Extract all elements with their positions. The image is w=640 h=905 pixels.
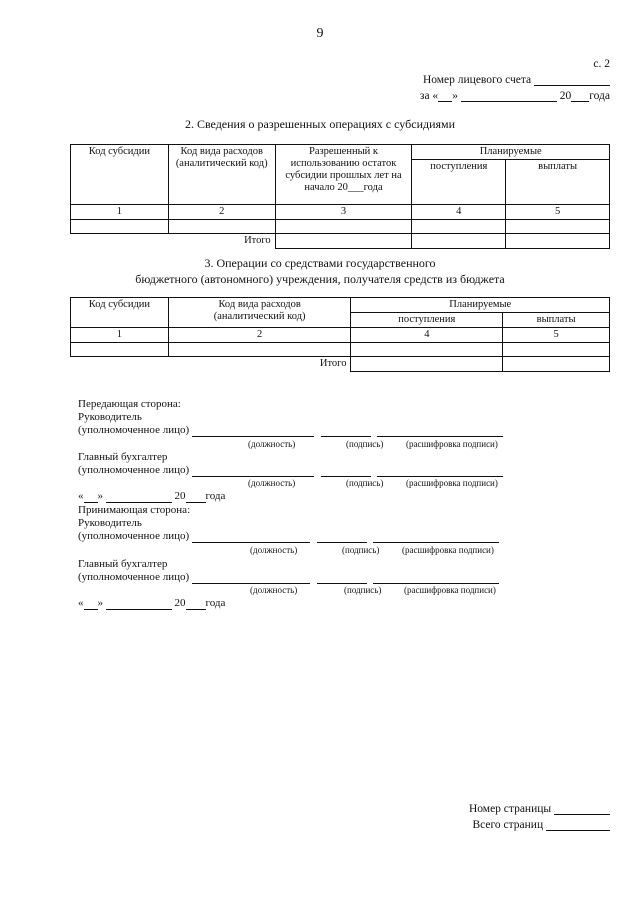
header-expense-code [168, 298, 351, 328]
total-pages-row [472, 819, 610, 831]
table-row [71, 220, 610, 234]
header-receipts: поступления [351, 313, 503, 328]
head-label: Руководитель [78, 411, 142, 423]
page-number: 9 [316, 26, 324, 41]
signature-field[interactable] [321, 466, 371, 477]
chief-accountant-label: Главный бухгалтер [78, 558, 168, 570]
header-subsidy-code: Код субсидии [71, 298, 169, 328]
authorized-label: (уполномоченное лицо) [78, 530, 190, 542]
day-field[interactable] [84, 599, 98, 610]
receive-date-row [78, 597, 225, 610]
header-payments: выплаты [503, 313, 610, 328]
decoding-field[interactable] [373, 573, 499, 584]
col-number: 4 [351, 328, 503, 343]
table-cell[interactable] [275, 220, 412, 234]
day-field[interactable] [438, 91, 452, 102]
total-label: Итого [319, 358, 347, 369]
position-field[interactable] [192, 573, 310, 584]
date-open-quote: « [78, 597, 84, 609]
header-planned: Планируемые [412, 145, 610, 160]
date-close-quote: » [97, 490, 103, 502]
authorized-label: (уполномоченное лицо) [78, 424, 190, 436]
table-cell[interactable] [412, 220, 506, 234]
col-number: 3 [275, 205, 412, 220]
position-caption: (должность) [248, 439, 296, 449]
section2-title: 2. Сведения о разрешенных операциях с субсидиями [184, 117, 456, 131]
position-field[interactable] [192, 466, 314, 477]
authorized-label: (уполномоченное лицо) [78, 571, 190, 583]
position-field[interactable] [192, 426, 314, 437]
head-signature-row [78, 424, 503, 437]
head-signature-row [78, 530, 499, 543]
year-prefix: 20 [559, 90, 572, 102]
decoding-caption: (расшифровка подписи) [404, 585, 496, 595]
month-field[interactable] [106, 492, 172, 503]
table-cell[interactable] [168, 220, 275, 234]
transferring-side-label: Передающая сторона: [78, 398, 181, 410]
header-expense-code-line2: (аналитический код) [213, 311, 306, 322]
section3-title-line2: бюджетного (автономного) учреждения, получателя средств из бюджета [135, 272, 505, 286]
col-number: 5 [503, 328, 610, 343]
total-cell[interactable] [351, 357, 503, 372]
header-receipts: поступления [412, 160, 506, 205]
decoding-caption: (расшифровка подписи) [406, 439, 498, 449]
accountant-signature-row [78, 464, 503, 477]
chief-accountant-label: Главный бухгалтер [78, 451, 168, 463]
signature-caption: (подпись) [346, 478, 384, 488]
header-planned: Планируемые [351, 298, 610, 313]
year-prefix: 20 [174, 490, 186, 502]
table-cell[interactable] [351, 343, 503, 357]
transfer-date-row [78, 490, 225, 503]
col-number: 5 [506, 205, 610, 220]
signature-field[interactable] [317, 532, 367, 543]
total-cell[interactable] [506, 234, 610, 249]
position-field[interactable] [192, 532, 310, 543]
col-number: 2 [168, 205, 275, 220]
accountant-signature-row [78, 571, 499, 584]
date-open-quote: за « [419, 90, 439, 102]
decoding-caption: (расшифровка подписи) [406, 478, 498, 488]
page-number-row [469, 803, 610, 815]
decoding-field[interactable] [373, 532, 499, 543]
decoding-field[interactable] [377, 466, 503, 477]
total-cell[interactable] [412, 234, 506, 249]
year-field[interactable] [571, 91, 589, 102]
page-number-label: Номер страницы [468, 803, 552, 815]
position-caption: (должность) [250, 585, 298, 595]
signature-caption: (подпись) [344, 585, 382, 595]
total-row [71, 234, 610, 249]
page-number-field[interactable] [554, 804, 610, 815]
header-payments: выплаты [506, 160, 610, 205]
year-suffix: года [205, 490, 226, 502]
year-field[interactable] [186, 492, 206, 503]
decoding-caption: (расшифровка подписи) [402, 545, 494, 555]
account-number-row [423, 74, 610, 86]
date-open-quote: « [78, 490, 84, 502]
header-subsidy-code: Код субсидии [71, 145, 169, 205]
header-expense-code-line1: Код вида расходов [218, 299, 301, 310]
header-expense-code: Код вида расходов (аналитический код) [168, 145, 275, 205]
month-field[interactable] [461, 91, 557, 102]
signature-field[interactable] [317, 573, 367, 584]
month-field[interactable] [106, 599, 172, 610]
total-label: Итого [244, 235, 271, 246]
table-cell[interactable] [71, 220, 169, 234]
head-label: Руководитель [78, 517, 142, 529]
authorized-label: (уполномоченное лицо) [78, 464, 190, 476]
account-number-field[interactable] [534, 75, 610, 86]
position-caption: (должность) [248, 478, 296, 488]
total-row [71, 357, 610, 372]
col-number: 1 [71, 328, 169, 343]
receiving-side-label: Принимающая сторона: [78, 504, 191, 516]
total-pages-field[interactable] [546, 820, 610, 831]
date-close-quote: » [452, 90, 458, 102]
year-field[interactable] [186, 599, 206, 610]
account-label: Номер лицевого счета [422, 74, 532, 86]
page-label: с. 2 [593, 58, 610, 70]
position-caption: (должность) [250, 545, 298, 555]
date-row [420, 90, 610, 102]
col-number: 2 [168, 328, 351, 343]
table-cell[interactable] [71, 343, 169, 357]
section3-title-line1: 3. Операции со средствами государственного [204, 256, 436, 270]
table-cell[interactable] [506, 220, 610, 234]
header-allowed-balance: Разрешенный к использованию остаток субсидии прошлых лет на начало 20___года [275, 145, 412, 205]
col-number: 4 [412, 205, 506, 220]
date-close-quote: » [97, 597, 103, 609]
section2-table [70, 144, 610, 249]
total-pages-label: Всего страниц [472, 819, 544, 831]
signature-field[interactable] [321, 426, 371, 437]
col-number: 1 [71, 205, 169, 220]
day-field[interactable] [84, 492, 98, 503]
year-prefix: 20 [174, 597, 186, 609]
table-cell[interactable] [503, 343, 610, 357]
decoding-field[interactable] [377, 426, 503, 437]
signature-caption: (подпись) [342, 545, 380, 555]
total-cell[interactable] [503, 357, 610, 372]
year-suffix: года [589, 90, 610, 102]
year-suffix: года [205, 597, 226, 609]
total-cell[interactable] [275, 234, 412, 249]
signature-caption: (подпись) [346, 439, 384, 449]
section3-table [70, 297, 610, 372]
table-cell[interactable] [168, 343, 351, 357]
table-row [71, 343, 610, 357]
